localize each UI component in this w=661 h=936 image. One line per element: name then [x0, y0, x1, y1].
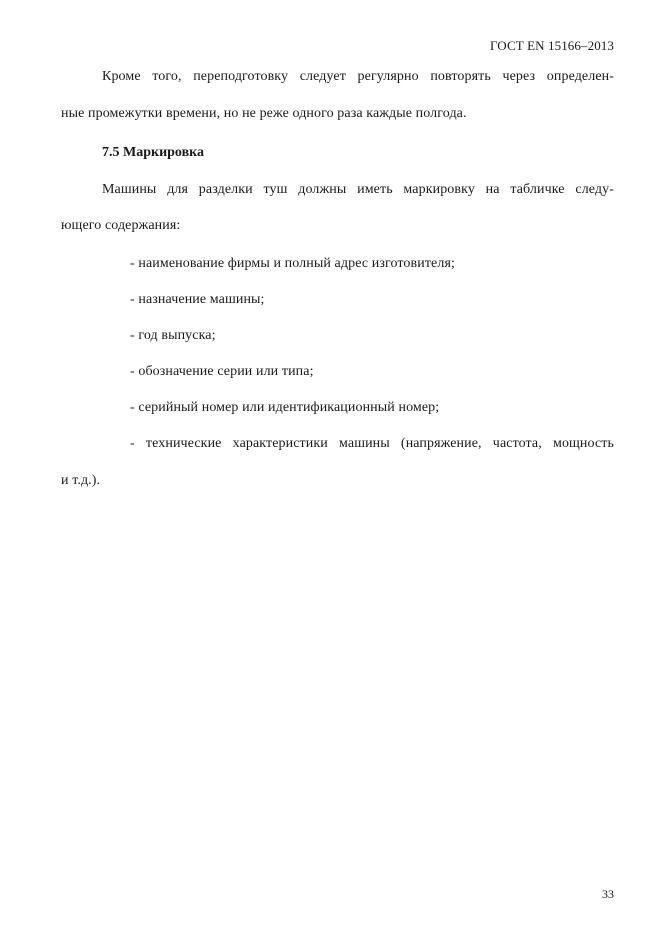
section-paragraph-line-1: Машины для разделки туш должны иметь маркировку на табличке следу- — [102, 182, 614, 197]
list-item: - технические характеристики машины (напряжение, частота, мощность — [130, 436, 614, 451]
list-item: - серийный номер или идентификационный номер; — [130, 400, 440, 415]
document-code-header: ГОСТ EN 15166–2013 — [490, 38, 614, 53]
list-item: - обозначение серии или типа; — [130, 364, 314, 379]
section-paragraph-line-2: ющего содержания: — [61, 218, 181, 233]
list-item: - год выпуска; — [130, 328, 216, 343]
list-item: - наименование фирмы и полный адрес изготовителя; — [130, 256, 455, 271]
list-item: - назначение машины; — [130, 292, 265, 307]
intro-line-1: Кроме того, переподготовку следует регулярно повторять через определен- — [102, 69, 614, 84]
intro-line-2: ные промежутки времени, но не реже одного раза каждые полгода. — [61, 106, 467, 121]
list-item-continuation: и т.д.). — [61, 473, 101, 488]
page-number: 33 — [602, 887, 614, 901]
section-heading: 7.5 Маркировка — [102, 145, 204, 160]
